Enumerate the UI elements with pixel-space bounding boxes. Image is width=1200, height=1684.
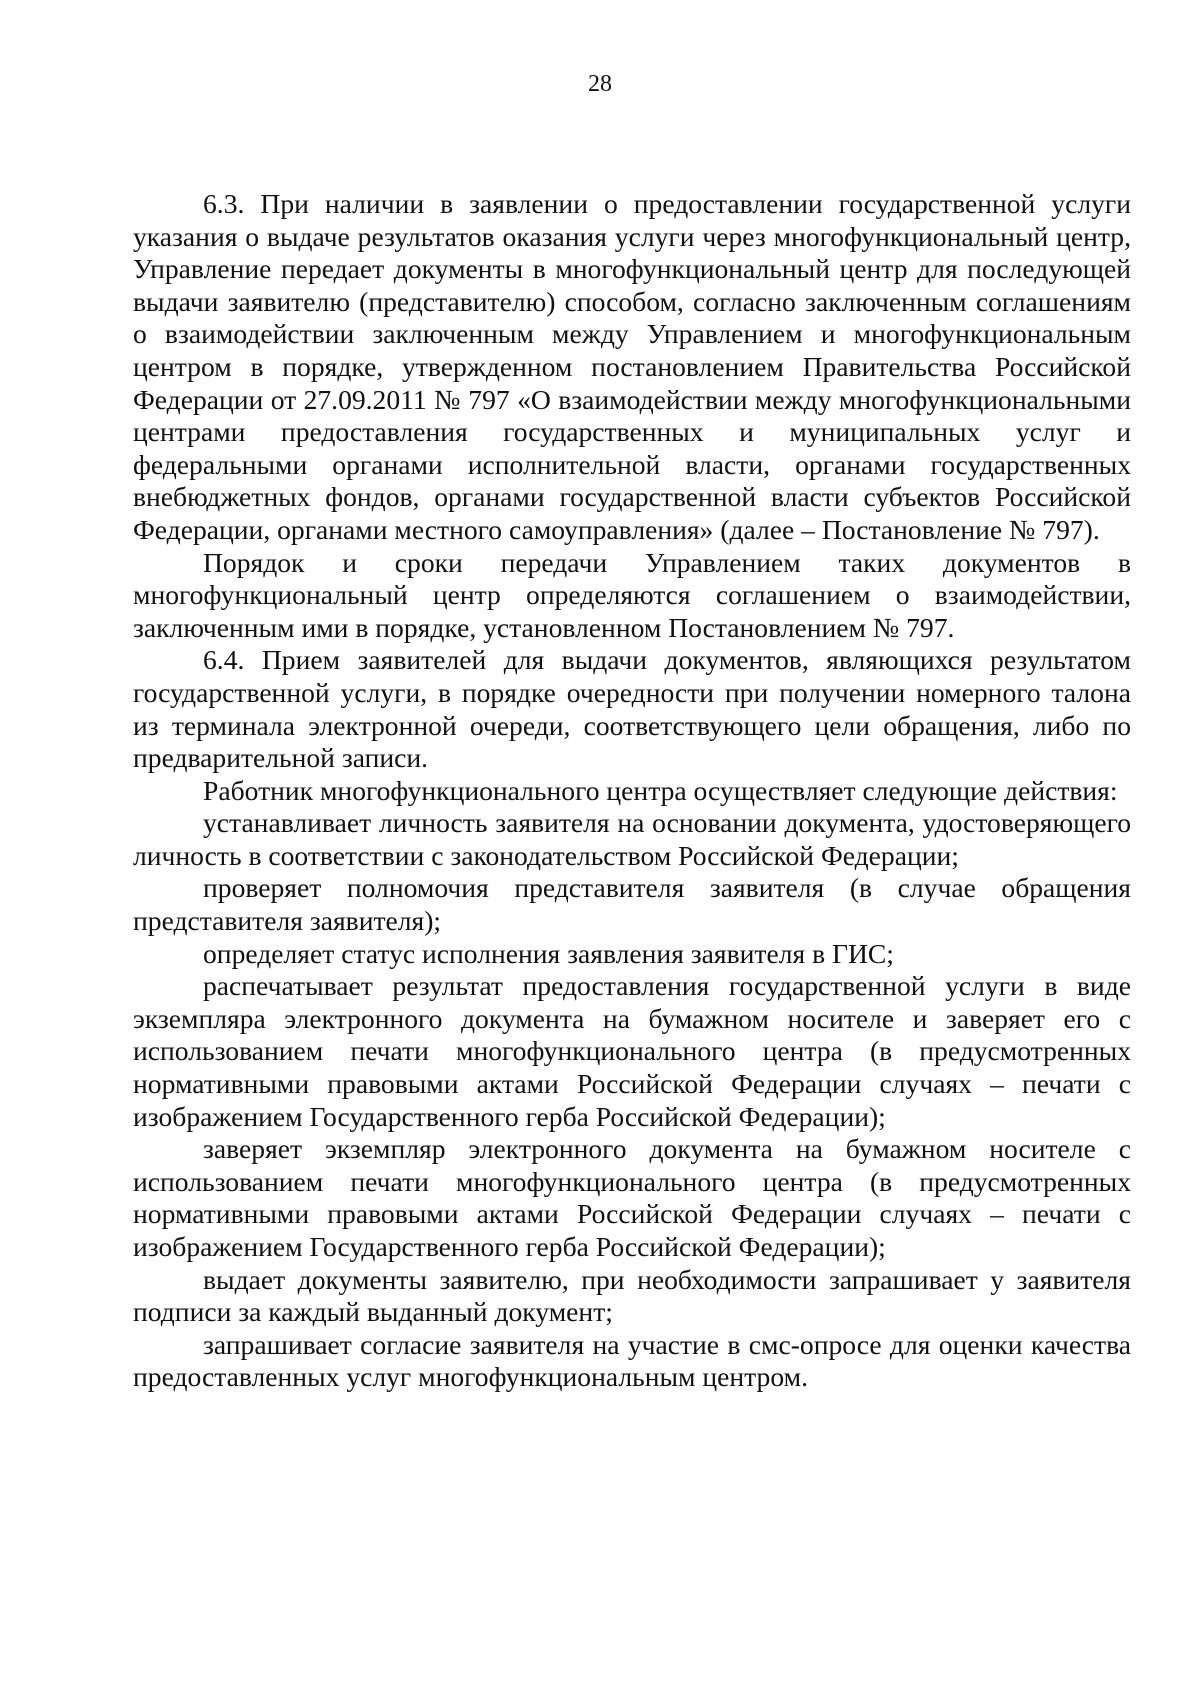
paragraph-determine-status: определяет статус исполнения заявления заявителя в ГИС;	[203, 937, 894, 969]
paragraph-check-authority: проверяет полномочия представителя заявителя (в случае обращения представителя заявителя);	[133, 872, 1131, 937]
paragraph-identify-applicant: устанавливает личность заявителя на основании документа, удостоверяющего личность в соответствии с законодательством Российской Федерации;	[133, 807, 1131, 871]
paragraph-issue-documents: выдает документы заявителю, при необходимости запрашивает у заявителя подписи за каждый выданный документ;	[133, 1263, 1131, 1328]
document-body	[133, 188, 1131, 1394]
paragraph-sms-survey: запрашивает согласие заявителя на участие в смс-опросе для оценки качества предоставленных услуг многофункциональным центром.	[133, 1328, 1131, 1393]
paragraph-actions-intro: Работник многофункционального центра осуществляет следующие действия:	[203, 774, 1118, 806]
paragraph-print-result: распечатывает результат предоставления государственной услуги в виде экземпляра электронного документа на бумажном носителе и заверяет его с использованием печати многофункционального центра (в предусмотренных нормативными правовыми актами Российской Федерации случаях – печати с изображением Государственного герба Российской Федерации);	[133, 970, 1131, 1132]
paragraph-6-4: 6.4. Прием заявителей для выдачи документов, являющихся результатом государственной услуги, в порядке очередности при получении номерного талона из терминала электронной очереди, соответствующего цели обращения, либо по предварительной записи.	[133, 644, 1131, 774]
paragraph-transfer-procedure: Порядок и сроки передачи Управлением таких документов в многофункциональный центр определяются соглашением о взаимодействии, заключенным ими в порядке, установленном Постановлением № 797.	[133, 546, 1131, 643]
paragraph-certify-copy: заверяет экземпляр электронного документа на бумажном носителе с использованием печати многофункционального центра (в предусмотренных нормативными правовыми актами Российской Федерации случаях – печати с изображением Государственного герба Российской Федерации);	[133, 1133, 1131, 1262]
paragraph-6-3: 6.3. При наличии в заявлении о предоставлении государственной услуги указания о выдаче результатов оказания услуги через многофункциональный центр, Управление передает документы в многофункциональный центр для последующей выдачи заявителю (представителю) способом, согласно заключенным соглашениям о взаимодействии заключенным между Управлением и многофункциональным центром в порядке, утвержденном постановлением Правительства Российской Федерации от 27.09.2011 № 797 «О взаимодействии между многофункциональными центрами предоставления государственных и муниципальных услуг и федеральными органами исполнительной власти, органами государственных внебюджетных фондов, органами государственной власти субъектов Российской Федерации, органами местного самоуправления» (далее – Постановление № 797).	[133, 188, 1131, 545]
page-number: 28	[588, 71, 612, 97]
